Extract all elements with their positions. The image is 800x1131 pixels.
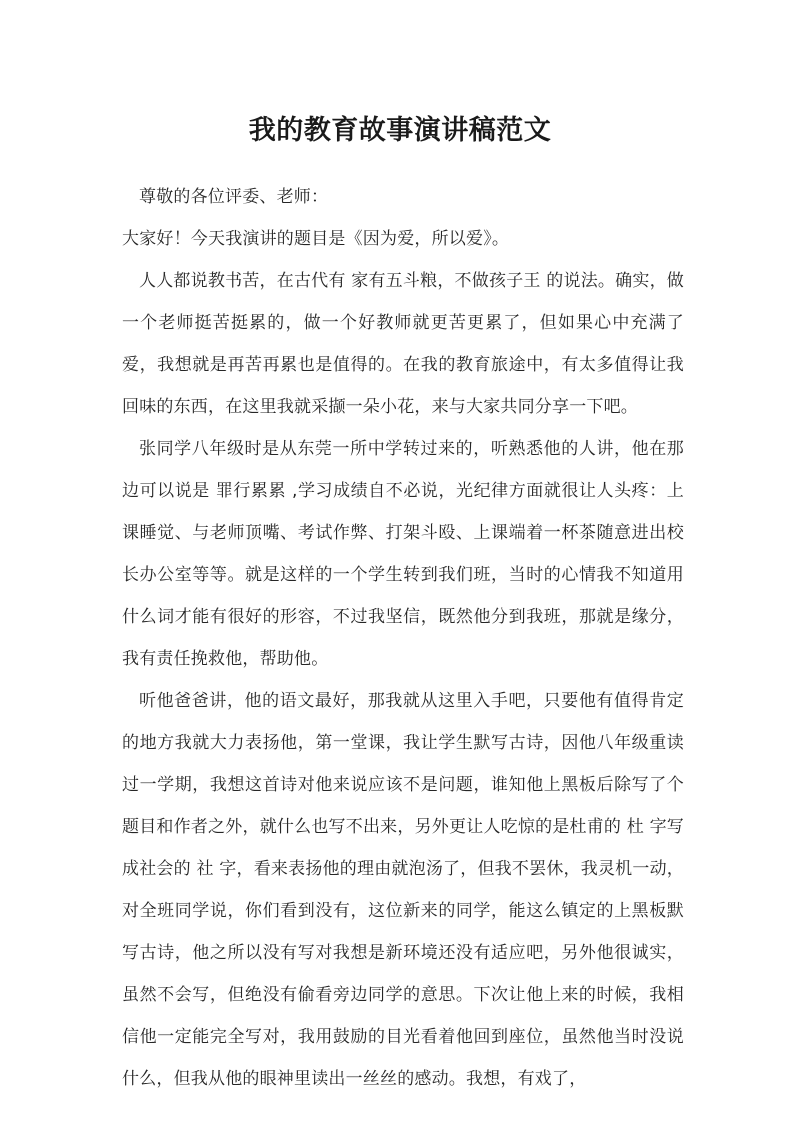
paragraph-poem-lesson: 听他爸爸讲，他的语文最好，那我就从这里入手吧，只要他有值得肯定的地方我就大力表扬他，第一堂课，我让学生默写古诗，因他八年级重读过一学期，我想这首诗对他来说应该不是问题，谁知他上黑板后除写了个题目和作者之外，就什么也写不出来，另外更让人吃惊的是杜甫的 杜 字写成社会的 社 字，看来表扬他的理由就泡汤了，但我不罢休，我灵机一动，对全班同学说，你们看到没有，这位新来的同学，能这么镇定的上黑板默写古诗，他之所以没有写对我想是新环境还没有适应吧，另外他很诚实，虽然不会写，但绝没有偷看旁边同学的意思。下次让他上来的时候，我相信他一定能完全写对，我用鼓励的目光看着他回到座位，虽然他当时没说什么，但我从他的眼神里读出一丝丝的感动。我想，有戏了，	[122, 691, 684, 1089]
paragraph-greeting: 大家好！今天我演讲的题目是《因为爱，所以爱》。	[122, 229, 510, 249]
paragraph-teaching-hardship: 人人都说教书苦，在古代有 家有五斗粮，不做孩子王 的说法。确实，做一个老师挺苦挺累的，做一个好教师就更苦更累了，但如果心中充满了爱，我想就是再苦再累也是值得的。在我的教育旅途中，有太多值得让我回味的东西，在这里我就采撷一朵小花，来与大家共同分享一下吧。	[122, 271, 684, 417]
paragraph-student-zhang: 张同学八年级时是从东莞一所中学转过来的，听熟悉他的人讲，他在那边可以说是 罪行累累 ,学习成绩自不必说，光纪律方面就很让人头疼：上课睡觉、与老师顶嘴、考试作弊、打架斗殴、上课端着一杯茶随意进出校长办公室等等。就是这样的一个学生转到我们班，当时的心情我不知道用什么词才能有很好的形容，不过我坚信，既然他分到我班，那就是缘分，我有责任挽救他，帮助他。	[122, 439, 684, 669]
page-title: 我的教育故事演讲稿范文	[248, 115, 552, 147]
paragraph-salutation: 尊敬的各位评委、老师：	[139, 187, 329, 207]
document-body	[122, 176, 684, 1100]
